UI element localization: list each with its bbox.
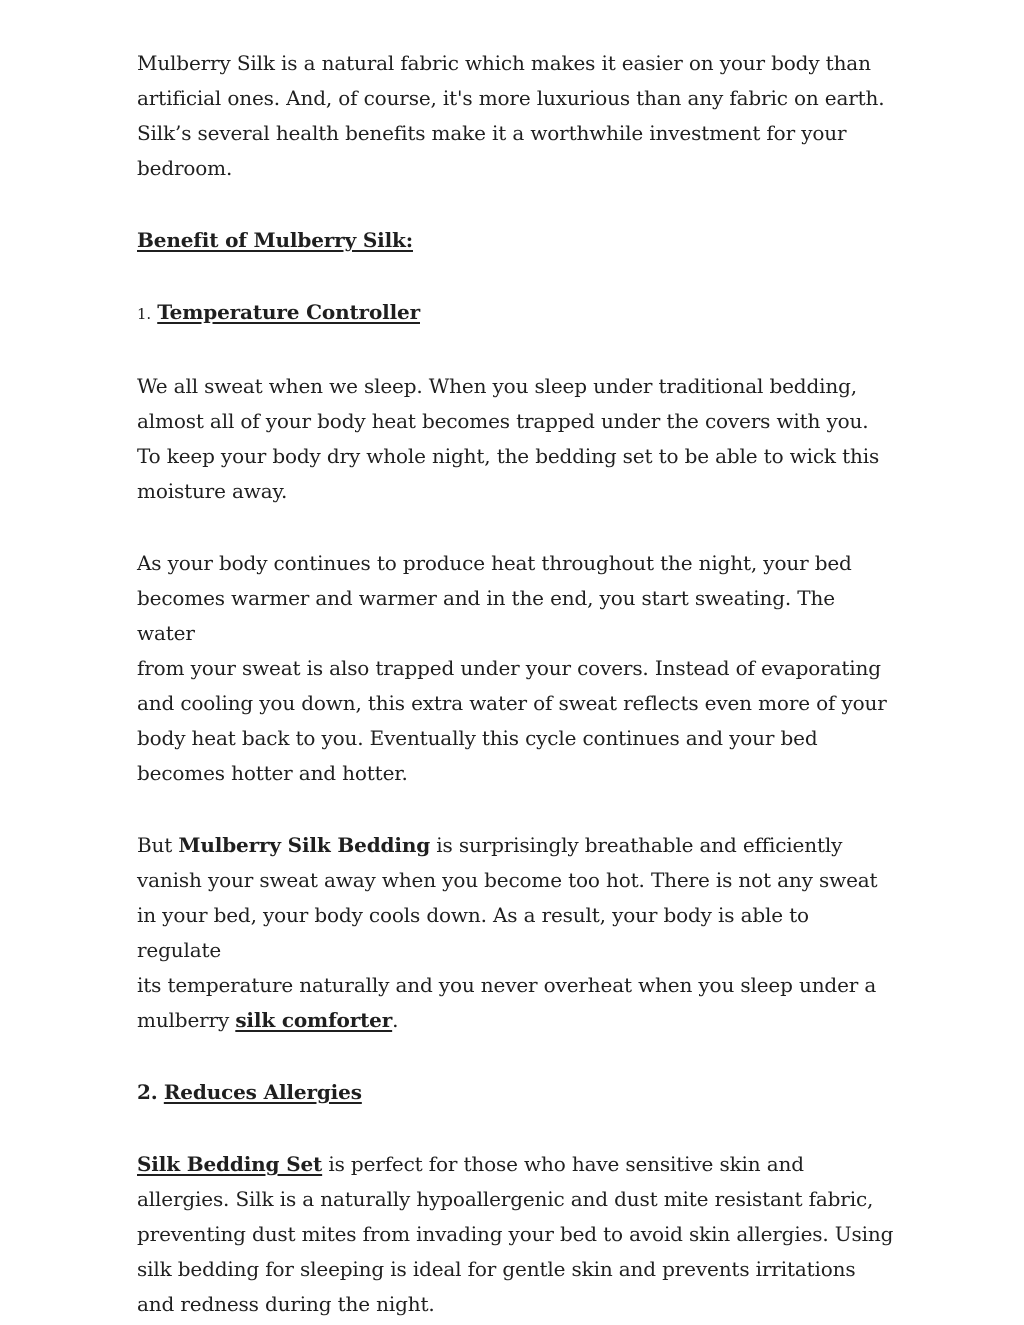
text-line: body heat back to you. Eventually this cycle continues and your bed bbox=[137, 726, 818, 750]
text-line: silk bedding for sleeping is ideal for gentle skin and prevents irritations bbox=[137, 1257, 856, 1281]
section-2-heading-row bbox=[137, 1075, 897, 1110]
section-1-number: 1. bbox=[137, 305, 152, 323]
text-line: vanish your sweat away when you become too hot. There is not any sweat bbox=[137, 868, 878, 892]
text-line: bedroom. bbox=[137, 156, 233, 180]
section-1-paragraph-2 bbox=[137, 546, 897, 791]
text-line: As your body continues to produce heat throughout the night, your bed bbox=[137, 551, 852, 575]
text-fragment: mulberry bbox=[137, 1008, 236, 1032]
text-fragment: is surprisingly breathable and efficiently bbox=[430, 833, 843, 857]
silk-bedding-set-link[interactable]: Silk Bedding Set bbox=[137, 1152, 323, 1176]
section-1-paragraph-3 bbox=[137, 828, 897, 1038]
text-line: becomes warmer and warmer and in the end, you start sweating. The water bbox=[137, 586, 835, 645]
text-line: We all sweat when we sleep. When you sleep under traditional bedding, bbox=[137, 374, 857, 398]
silk-comforter-link[interactable]: silk comforter bbox=[235, 1008, 393, 1032]
text-line: artificial ones. And, of course, it's more luxurious than any fabric on earth. bbox=[137, 86, 885, 110]
text-fragment: . bbox=[392, 1008, 399, 1032]
text-fragment: But bbox=[137, 833, 179, 857]
text-line: preventing dust mites from invading your bed to avoid skin allergies. Using bbox=[137, 1222, 894, 1246]
section-2-title-link[interactable]: Reduces Allergies bbox=[163, 1080, 362, 1104]
text-line: in your bed, your body cools down. As a result, your body is able to regulate bbox=[137, 903, 809, 962]
text-fragment: is perfect for those who have sensitive skin and bbox=[322, 1152, 804, 1176]
text-line: almost all of your body heat becomes trapped under the covers with you. bbox=[137, 409, 869, 433]
text-line: becomes hotter and hotter. bbox=[137, 761, 408, 785]
bold-term: Mulberry Silk Bedding bbox=[178, 833, 431, 857]
text-line: from your sweat is also trapped under your covers. Instead of evaporating bbox=[137, 656, 881, 680]
section-2-paragraph bbox=[137, 1147, 897, 1322]
section-1-heading-row bbox=[137, 295, 897, 332]
text-line: Silk’s several health benefits make it a worthwhile investment for your bbox=[137, 121, 847, 145]
text-line: To keep your body dry whole night, the bedding set to be able to wick this bbox=[137, 444, 880, 468]
text-line: its temperature naturally and you never overheat when you sleep under a bbox=[137, 973, 877, 997]
benefits-heading-row bbox=[137, 223, 897, 258]
text-line: allergies. Silk is a naturally hypoallergenic and dust mite resistant fabric, bbox=[137, 1187, 874, 1211]
section-1-paragraph-1 bbox=[137, 369, 897, 509]
text-line: and redness during the night. bbox=[137, 1292, 435, 1316]
text-line: moisture away. bbox=[137, 479, 288, 503]
text-line: Mulberry Silk is a natural fabric which makes it easier on your body than bbox=[137, 51, 871, 75]
section-2-number: 2. bbox=[137, 1080, 158, 1104]
intro-paragraph bbox=[137, 46, 897, 186]
text-line: and cooling you down, this extra water of sweat reflects even more of your bbox=[137, 691, 887, 715]
benefits-heading: Benefit of Mulberry Silk: bbox=[137, 228, 413, 252]
section-1-title-link[interactable]: Temperature Controller bbox=[157, 300, 420, 324]
document-page bbox=[137, 46, 897, 1322]
